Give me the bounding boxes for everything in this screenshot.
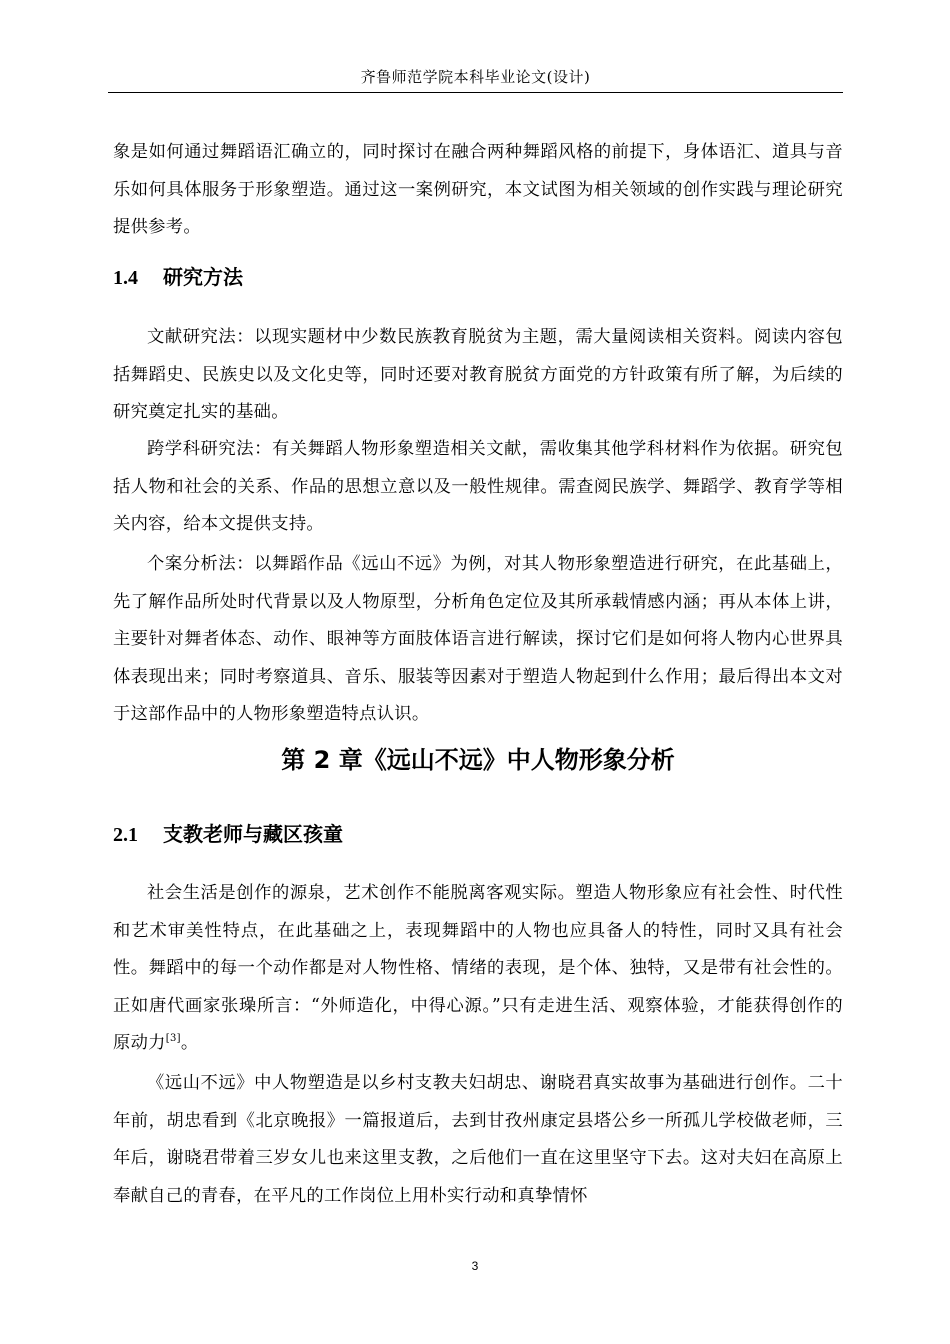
paragraph-story-background: 《远山不远》中人物塑造是以乡村支教夫妇胡忠、谢晓君真实故事为基础进行创作。二十年前，胡忠看到《北京晚报》一篇报道后，去到甘孜州康定县塔公乡一所孤儿学校做老师，三年后，谢晓君带着三岁女儿也来这里支教，之后他们一直在这里坚守下去。这对夫妇在高原上奉献自己的青春，在平凡的工作岗位上用朴实行动和真挚情怀 [113, 1073, 843, 1206]
section-title: 支教老师与藏区孩童 [163, 822, 343, 846]
paragraph-text: 社会生活是创作的源泉，艺术创作不能脱离客观实际。塑造人物形象应有社会性、时代性和艺术审美性特点，在此基础之上，表现舞蹈中的人物也应具备人的特性，同时又具有社会性。舞蹈中的每一个动作都是对人物性格、情绪的表现，是个体、独特，又是带有社会性的。正如唐代画家张璪所言：“外师造化，中得心源。”只有走进生活、观察体验，才能获得创作的原动力 [113, 883, 843, 1053]
chapter-heading: 第 2 章《远山不远》中人物形象分析 [281, 746, 675, 774]
section-number: 1.4 [113, 267, 138, 289]
section-heading-1-4 [113, 262, 243, 293]
section-title: 研究方法 [163, 265, 243, 289]
header-rule [108, 92, 843, 93]
paragraph-social-life [113, 875, 843, 1063]
paragraph-case-method: 个案分析法：以舞蹈作品《远山不远》为例，对其人物形象塑造进行研究，在此基础上，先了解作品所处时代背景以及人物原型，分析角色定位及其所承载情感内涵；再从本体上讲，主要针对舞者体态、动作、眼神等方面肢体语言进行解读，探讨它们是如何将人物内心世界具体表现出来；同时考察道具、音乐、服装等因素对于塑造人物起到什么作用；最后得出本文对于这部作品中的人物形象塑造特点认识。 [113, 554, 843, 724]
section-heading-2-1 [113, 819, 343, 850]
paragraph-intro-continued: 象是如何通过舞蹈语汇确立的，同时探讨在融合两种舞蹈风格的前提下，身体语汇、道具与音乐如何具体服务于形象塑造。通过这一案例研究，本文试图为相关领域的创作实践与理论研究提供参考。 [113, 142, 843, 237]
page-number: 3 [471, 1259, 479, 1273]
paragraph-literature-method: 文献研究法：以现实题材中少数民族教育脱贫为主题，需大量阅读相关资料。阅读内容包括舞蹈史、民族史以及文化史等，同时还要对教育脱贫方面党的方针政策有所了解，为后续的研究奠定扎实的基础。 [113, 327, 843, 422]
section-number: 2.1 [113, 824, 138, 846]
running-header: 齐鲁师范学院本科毕业论文(设计) [360, 68, 591, 86]
paragraph-end: 。 [180, 1033, 199, 1053]
paragraph-interdisciplinary-method: 跨学科研究法：有关舞蹈人物形象塑造相关文献，需收集其他学科材料作为依据。研究包括人物和社会的关系、作品的思想立意以及一般性规律。需查阅民族学、舞蹈学、教育学等相关内容，给本文提供支持。 [113, 439, 843, 534]
citation-mark: [3] [165, 1033, 181, 1044]
